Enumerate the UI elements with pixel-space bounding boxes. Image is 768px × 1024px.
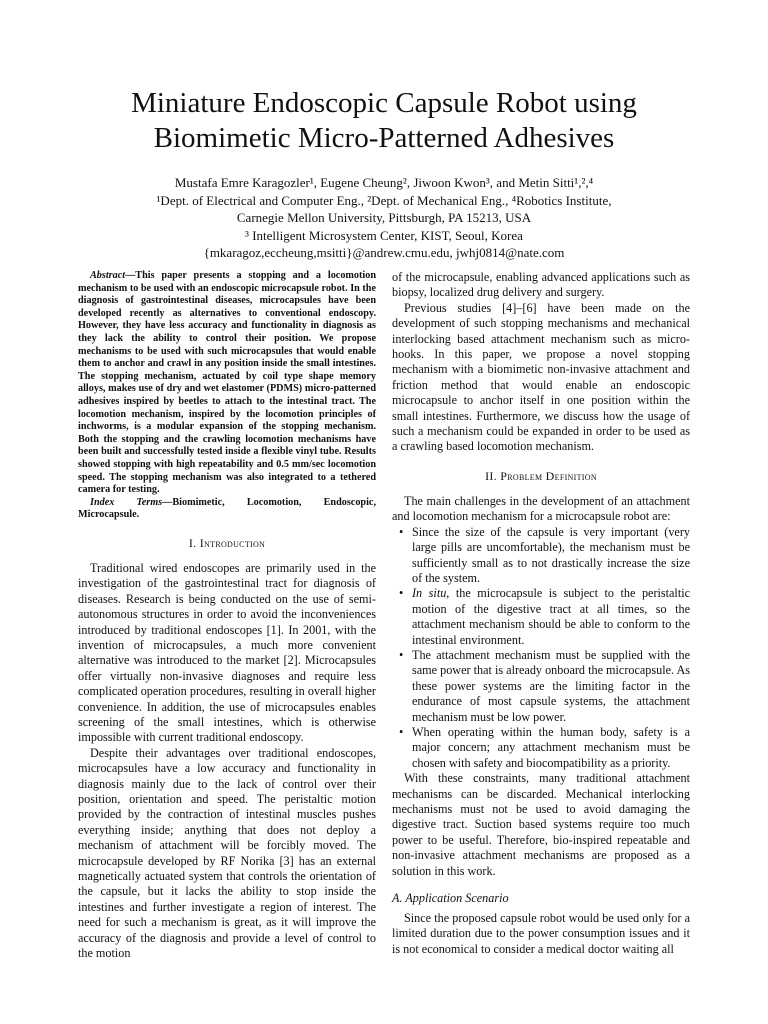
index-terms-dash: —: [162, 496, 173, 508]
problem-paragraph-2: With these constraints, many traditional attachment mechanisms can be discarded. Mechanical interlocking mechanisms must not be used to avoid damaging the digestive tract. Suction based systems require too much power to be useful. Therefore, bio-inspired repeatable and non-invasive attachment mechanisms are proposed as a solution in this work.: [392, 771, 690, 878]
bullet-glyph: •: [399, 524, 404, 539]
affiliation-line-1: ¹Dept. of Electrical and Computer Eng., ²Dept. of Mechanical Eng., ⁴Robotics Institute,: [156, 192, 612, 208]
left-column: [78, 270, 376, 961]
title-line-1: Miniature Endoscopic Capsule Robot using: [131, 87, 637, 119]
section-heading-introduction: I. Introduction: [188, 535, 266, 550]
affiliation-line-2: Carnegie Mellon University, Pittsburgh, PA 15213, USA: [236, 210, 532, 226]
abstract: [78, 270, 376, 497]
list-item: • The attachment mechanism must be supplied with the same power that is already onboard the microcapsule. As these power systems are the limiting factor in the endurance of most capsule systems, the attachment mechanism must be low power.: [399, 647, 690, 724]
application-paragraph-1: Since the proposed capsule robot would be used only for a limited duration due to the power consumption issues and it is not economical to consider a medical doctor waiting all: [392, 911, 690, 956]
subsection-heading-application-scenario: A. Application Scenario: [392, 891, 509, 906]
abstract-label: Abstract: [90, 270, 126, 281]
right-column: [392, 270, 690, 957]
intro-paragraph-3: Previous studies [4]–[6] have been made on the development of such stopping mechanisms and mechanical interlocking based attachment mechanism such as micro-hooks. In this paper, we propose a novel stopping mechanism with a biomimetic non-invasive attachment and friction method that would enable an endoscopic microcapsule to anchor itself in one position within the small intestines. Furthermore, we discuss how the usage of such a mechanism could be expanded in order to be used as a crawling based locomotion mechanism.: [392, 300, 690, 454]
abstract-text: This paper presents a stopping and a locomotion mechanism to be used with an endoscopic microcapsule robot. In the diagnosis of gastrointestinal diseases, microcapsules have been developed recently as alternatives to conventional endoscopy. However, they have less accuracy and functionality in diagnosis as they lack the ability to control their position. We propose mechanisms to be used with such microcapsules that would enable them to anchor and crawl in any position inside the small intestines. The stopping mechanism, actuated by coil type shape memory alloys, makes use of dry and wet elastomer (PDMS) micro-patterned adhesives inspired by beetles to attach to the intestinal tract. The locomotion mechanism, inspired by the locomotion principles of inchworms, is a modular expansion of the stopping mechanism. Both the stopping and the crawling locomotion mechanisms have been built and successfully tested inside a flexible vinyl tube. Results showed stopping with high repeatability and 0.5 mm/sec locomotion speed. The stopping mechanism was also integrated to a tethered camera for testing.: [78, 270, 376, 496]
bullet-glyph: •: [399, 647, 404, 662]
intro-paragraph-1: Traditional wired endoscopes are primarily used in the investigation of the gastrointestinal tract for diagnosis of diseases. Research is being conducted on the use of semi-autonomous structures in order to avoid the inconveniences introduced by traditional endoscopes [1]. In 2001, with the invention of microcapsules, a much more convenient alternative was introduced to the market [2]. Microcapsules offer virtually non-invasive diagnoses and require less complicated operation procedures, resulting in overall higher convenience. In addition, the use of microcapsules enables screening of the small intestines, which is otherwise impossible with current traditional endoscopy.: [78, 560, 376, 745]
affiliation-line-3: ³ Intelligent Microsystem Center, KIST, Seoul, Korea: [245, 227, 523, 243]
index-terms-text: Biomimetic, Locomotion, Endoscopic, Microcapsule.: [78, 496, 376, 521]
in-situ-italic: In situ,: [412, 586, 450, 601]
abstract-dash: —: [125, 270, 136, 281]
title-line-2: Biomimetic Micro-Patterned Adhesives: [153, 122, 615, 154]
author-emails: {mkaragoz,eccheung,msitti}@andrew.cmu.edu, jwhj0814@nate.com: [203, 245, 565, 261]
index-terms: [78, 497, 376, 522]
index-terms-label: Index Terms: [90, 496, 163, 508]
intro-paragraph-2: Despite their advantages over traditional endoscopes, microcapsules have a low accuracy and functionality in diagnosis mainly due to the lack of control over their position, orientation and speed. The peristaltic motion provided by the contraction of intestinal muscles pushes everything inside; anything that does not deploy a mechanism of attachment will be forcibly moved. The microcapsule developed by RF Norika [3] has an external magnetically actuated system that controls the orientation of the capsule, but it lacks the ability to stop inside the intestines and further investigate a region of interest. The need for such a mechanism is great, as it will improve the accuracy of the diagnosis and provide a level of control to the motion: [78, 745, 376, 961]
list-item: • In situ, the microcapsule is subject to the peristaltic motion of the digestive tract at all times, so the attachment mechanism should be able to conform to the intestinal environment.: [399, 586, 690, 647]
author-names: Mustafa Emre Karagozler¹, Eugene Cheung², Jiwoon Kwon³, and Metin Sitti¹,²,⁴: [174, 175, 594, 190]
author-block: [60, 174, 708, 262]
bullet-glyph: •: [399, 586, 404, 601]
list-item: • Since the size of the capsule is very important (very large pills are uncomfortable), the mechanism must be sufficiently small as to not drastically increase the size of the system.: [399, 524, 690, 585]
intro-paragraph-2-continued: of the microcapsule, enabling advanced applications such as biopsy, localized drug delivery and surgery.: [392, 270, 690, 300]
bullet-glyph: •: [399, 724, 404, 739]
section-heading-problem-definition: II. Problem Definition: [485, 468, 597, 483]
paper-title: [60, 86, 708, 156]
problem-paragraph-1: The main challenges in the development of an attachment and locomotion mechanism for a microcapsule robot are:: [392, 493, 690, 524]
challenge-list: [392, 525, 690, 772]
list-item: • When operating within the human body, safety is a major concern; any attachment mechanism must be chosen with safety and biocompatibility as a priority.: [399, 724, 690, 770]
